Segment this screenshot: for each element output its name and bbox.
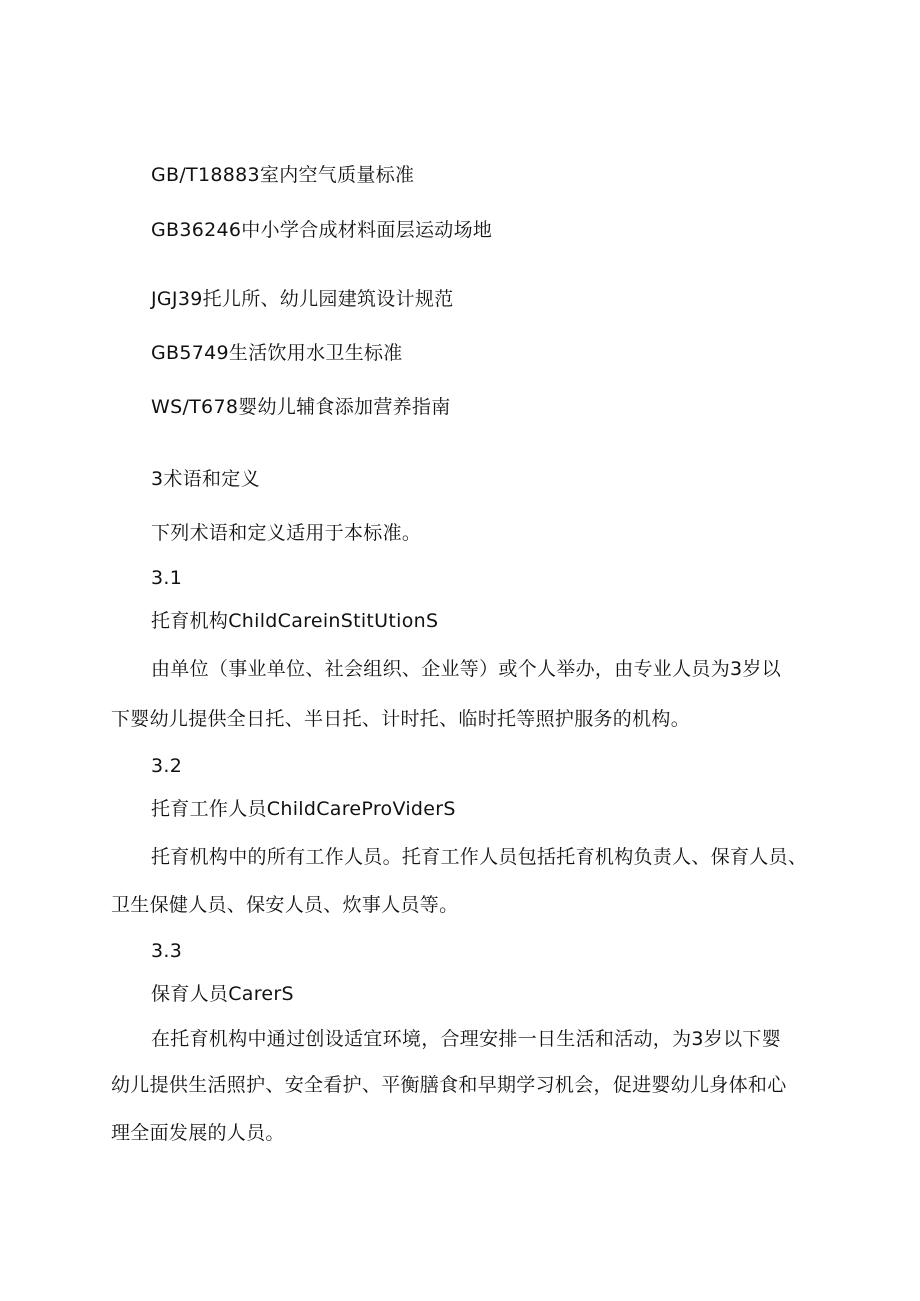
term-definition-line: 卫生保健人员、保安人员、炊事人员等。 — [111, 894, 459, 916]
term-definition-line: 幼儿提供生活照护、安全看护、平衡膳食和早期学习机会，促进婴幼儿身体和心 — [111, 1074, 787, 1096]
term-definition-line: 由单位（事业单位、社会组织、企业等）或个人举办，由专业人员为3岁以 — [151, 658, 781, 680]
term-definition-line: 理全面发展的人员。 — [111, 1122, 285, 1144]
reference-item: WS/T678婴幼儿辅食添加营养指南 — [151, 396, 451, 418]
term-number: 3.2 — [151, 755, 183, 777]
term-number: 3.3 — [151, 940, 183, 962]
section-intro: 下列术语和定义适用于本标准。 — [151, 522, 422, 544]
reference-item: JGJ39托儿所、幼儿园建筑设计规范 — [151, 288, 454, 310]
term-title: 托育工作人员ChildCareProViderS — [151, 798, 456, 820]
term-number: 3.1 — [151, 567, 183, 589]
term-definition-line: 托育机构中的所有工作人员。托育工作人员包括托育机构负责人、保育人员、 — [151, 846, 808, 868]
reference-item: GB5749生活饮用水卫生标准 — [151, 342, 403, 364]
reference-item: GB36246中小学合成材料面层运动场地 — [151, 219, 493, 241]
term-title: 托育机构ChildCareinStitUtionS — [151, 610, 439, 632]
term-definition-line: 下婴幼儿提供全日托、半日托、计时托、临时托等照护服务的机构。 — [111, 708, 691, 730]
term-definition-line: 在托育机构中通过创设适宜环境，合理安排一日生活和活动，为3岁以下婴 — [151, 1028, 781, 1050]
term-title: 保育人员CarerS — [151, 983, 294, 1005]
section-heading: 3术语和定义 — [151, 468, 260, 490]
reference-item: GB/T18883室内空气质量标准 — [151, 164, 415, 186]
